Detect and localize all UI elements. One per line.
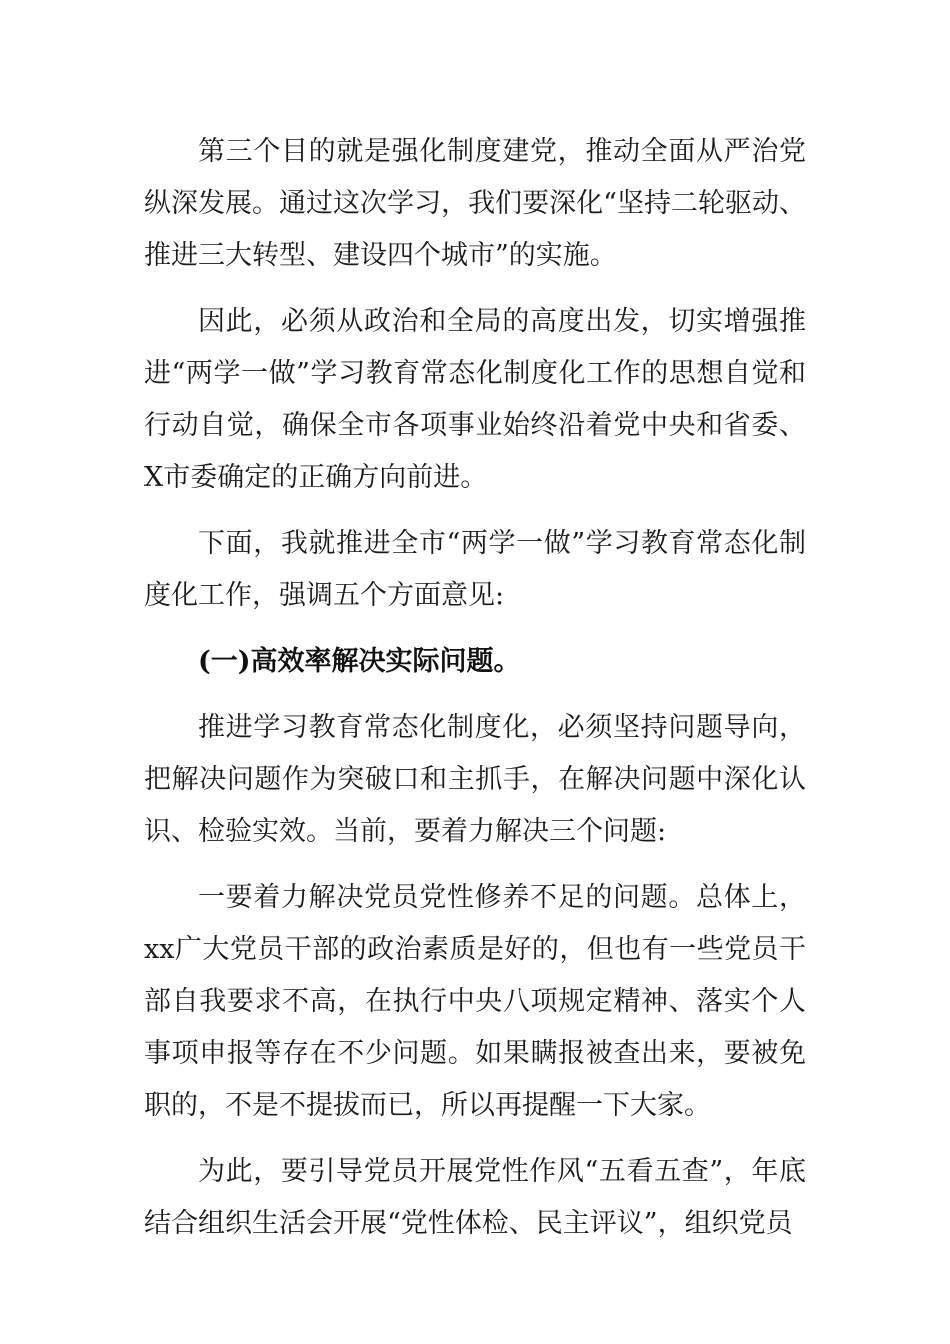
paragraph-6: 为此，要引导党员开展党性作风“五看五查”，年底结合组织生活会开展“党性体检、民主评议”，组织党员 [144,1156,806,1239]
paragraph-2: 因此，必须从政治和全局的高度出发，切实增强推进“两学一做”学习教育常态化制度化工作的思想自觉和行动自觉，确保全市各项事业始终沿着党中央和省委、X市委确定的正确方向前进。 [144,306,806,493]
paragraph-3: 下面，我就推进全市“两学一做”学习教育常态化制度化工作，强调五个方面意见: [144,528,806,611]
paragraph-5: 一要着力解决党员党性修养不足的问题。总体上，xx广大党员干部的政治素质是好的，但也有一些党员干部自我要求不高，在执行中央八项规定精神、落实个人事项申报等存在不少问题。如果瞒报被查出来，要被免职的，不是不提拔而已，所以再提醒一下大家。 [144,882,806,1121]
paragraph-4: 推进学习教育常态化制度化，必须坚持问题导向，把解决问题作为突破口和主抓手，在解决问题中深化认识、检验实效。当前，要着力解决三个问题: [144,712,806,847]
document-body [144,126,806,1264]
paragraph-1: 第三个目的就是强化制度建党，推动全面从严治党纵深发展。通过这次学习，我们要深化“坚持二轮驱动、推进三大转型、建设四个城市”的实施。 [144,136,806,271]
section-heading: (一)高效率解决实际问题。 [198,646,521,677]
